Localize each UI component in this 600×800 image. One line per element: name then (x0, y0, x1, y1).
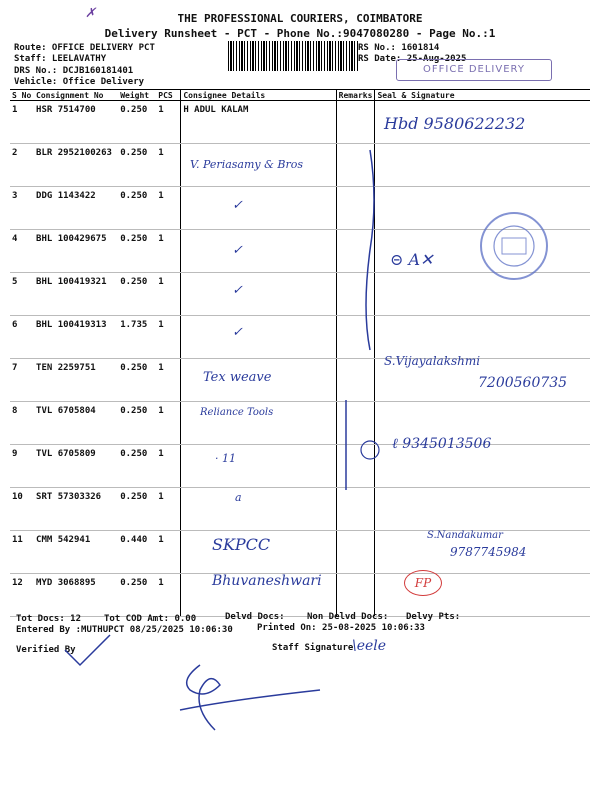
row-details (181, 273, 336, 316)
row-weight: 0.250 (118, 488, 156, 531)
row-consignment: BHL 100419313 (34, 316, 118, 359)
row-pcs: 1 (156, 316, 181, 359)
row-weight: 0.250 (118, 273, 156, 316)
row-weight: 0.440 (118, 531, 156, 574)
row5-tick: ✓ (232, 283, 243, 298)
row-weight: 0.250 (118, 445, 156, 488)
staff-label: Staff: LEELAVATHY (14, 54, 107, 64)
margin-scribble: ✗ (85, 6, 96, 21)
row-details (181, 445, 336, 488)
row-pcs: 1 (156, 359, 181, 402)
row-weight: 0.250 (118, 574, 156, 617)
row-sno: 3 (10, 187, 34, 230)
col-details: Consignee Details (181, 90, 336, 101)
row-pcs: 1 (156, 187, 181, 230)
row-sno: 7 (10, 359, 34, 402)
row4-tick: ✓ (232, 243, 243, 258)
row-weight: 0.250 (118, 402, 156, 445)
row-remarks (336, 574, 375, 617)
bottom-scribble (170, 660, 330, 740)
entered-by: Entered By :MUTHUPCT 08/25/2025 10:06:30 (16, 625, 233, 635)
table-header (10, 90, 590, 101)
row-pcs: 1 (156, 531, 181, 574)
row-pcs: 1 (156, 445, 181, 488)
rs-date: RS Date: 25-Aug-2025 (358, 54, 467, 64)
row-weight: 0.250 (118, 230, 156, 273)
row8-consignee: Reliance Tools (200, 407, 274, 418)
col-consignment: Consignment No (34, 90, 118, 101)
row1-signature: Hbd 9580622232 (384, 114, 526, 133)
row-weight: 0.250 (118, 101, 156, 144)
bracket-marks (340, 140, 400, 500)
row-sno: 4 (10, 230, 34, 273)
table-row (10, 402, 590, 445)
row-seal (375, 144, 590, 187)
staff-signature-label: Staff Signature (272, 643, 354, 653)
row7-signature: S.Vijayalakshmi (384, 354, 481, 368)
row-sno: 12 (10, 574, 34, 617)
row3-tick: ✓ (232, 198, 243, 213)
row-details (181, 316, 336, 359)
col-weight: Weight (118, 90, 156, 101)
row7-consignee: Tex weave (203, 370, 272, 385)
route-label: Route: OFFICE DELIVERY PCT (14, 43, 155, 53)
row-consignment: SRT 57303326 (34, 488, 118, 531)
row7-phone: 7200560735 (478, 375, 568, 391)
round-seal-stamp (478, 210, 550, 282)
drs-label: DRS No.: DCJB160181401 (14, 66, 134, 76)
table-row (10, 445, 590, 488)
row-consignment: BLR 2952100263 (34, 144, 118, 187)
row11-phone: 9787745984 (450, 545, 527, 559)
row9-phone: ℓ 9345013506 (392, 436, 492, 452)
delivery-points: Delvy Pts: (406, 612, 461, 622)
row4-signature: ⊝ A✕ (390, 250, 434, 269)
row-details (181, 187, 336, 230)
verified-signature (60, 630, 120, 670)
row-consignment: CMM 542941 (34, 531, 118, 574)
office-delivery-stamp: OFFICE DELIVERY (396, 59, 552, 81)
row-sno: 8 (10, 402, 34, 445)
row12-fp-mark: FP (404, 570, 442, 596)
row-seal (375, 316, 590, 359)
delivered-docs: Delvd Docs: (225, 612, 285, 622)
row2-consignee: V. Periasamy & Bros (190, 158, 304, 171)
total-cod: Tot COD Amt: 0.00 (104, 614, 197, 624)
row10-ditto: a (235, 491, 242, 504)
barcode (228, 41, 358, 71)
table-row (10, 316, 590, 359)
row-sno: 2 (10, 144, 34, 187)
row11-signature: S.Nandakumar (427, 530, 503, 541)
row-consignment: TVL 6705804 (34, 402, 118, 445)
row-pcs: 1 (156, 402, 181, 445)
row-pcs: 1 (156, 488, 181, 531)
row-consignment: BHL 100419321 (34, 273, 118, 316)
verified-by-label: Verified By (16, 645, 76, 655)
row-sno: 11 (10, 531, 34, 574)
row-remarks (336, 101, 375, 144)
runsheet-subtitle: Delivery Runsheet - PCT - Phone No.:9047080280 - Page No.:1 (104, 27, 496, 40)
row-consignment: HSR 7514700 (34, 101, 118, 144)
row-pcs: 1 (156, 574, 181, 617)
row-consignment: DDG 1143422 (34, 187, 118, 230)
row11-consignee: SKPCC (212, 535, 271, 554)
row-weight: 1.735 (118, 316, 156, 359)
row-sno: 5 (10, 273, 34, 316)
row-consignment: TVL 6705809 (34, 445, 118, 488)
row-consignment: TEN 2259751 (34, 359, 118, 402)
row-sno: 10 (10, 488, 34, 531)
table-row (10, 488, 590, 531)
row-sno: 6 (10, 316, 34, 359)
row-pcs: 1 (156, 144, 181, 187)
row-weight: 0.250 (118, 359, 156, 402)
row12-consignee: Bhuvaneshwari (212, 573, 322, 589)
col-sno: S No (10, 90, 34, 101)
row9-ditto: · 11 (215, 452, 236, 465)
row6-tick: ✓ (232, 325, 243, 340)
row-consignment: BHL 100429675 (34, 230, 118, 273)
vehicle-label: Vehicle: Office Delivery (14, 77, 145, 87)
col-pcs: PCS (156, 90, 181, 101)
row-details (181, 488, 336, 531)
printed-on: Printed On: 25-08-2025 10:06:33 (257, 623, 425, 633)
row-sno: 9 (10, 445, 34, 488)
row-seal (375, 488, 590, 531)
row-details (181, 230, 336, 273)
row-pcs: 1 (156, 230, 181, 273)
row-details: H ADUL KALAM (181, 101, 336, 144)
col-remarks: Remarks (336, 90, 375, 101)
company-title: THE PROFESSIONAL COURIERS, COIMBATORE (177, 12, 423, 25)
row-pcs: 1 (156, 101, 181, 144)
non-delivered-docs: Non Delvd Docs: (307, 612, 389, 622)
row-remarks (336, 531, 375, 574)
rs-number: RS No.: 1601814 (358, 43, 440, 53)
row-weight: 0.250 (118, 187, 156, 230)
row-pcs: 1 (156, 273, 181, 316)
row-sno: 1 (10, 101, 34, 144)
row-consignment: MYD 3068895 (34, 574, 118, 617)
col-seal: Seal & Signature (375, 90, 590, 101)
row-weight: 0.250 (118, 144, 156, 187)
total-docs: Tot Docs: 12 (16, 614, 82, 624)
staff-signature: \eele (352, 638, 387, 654)
